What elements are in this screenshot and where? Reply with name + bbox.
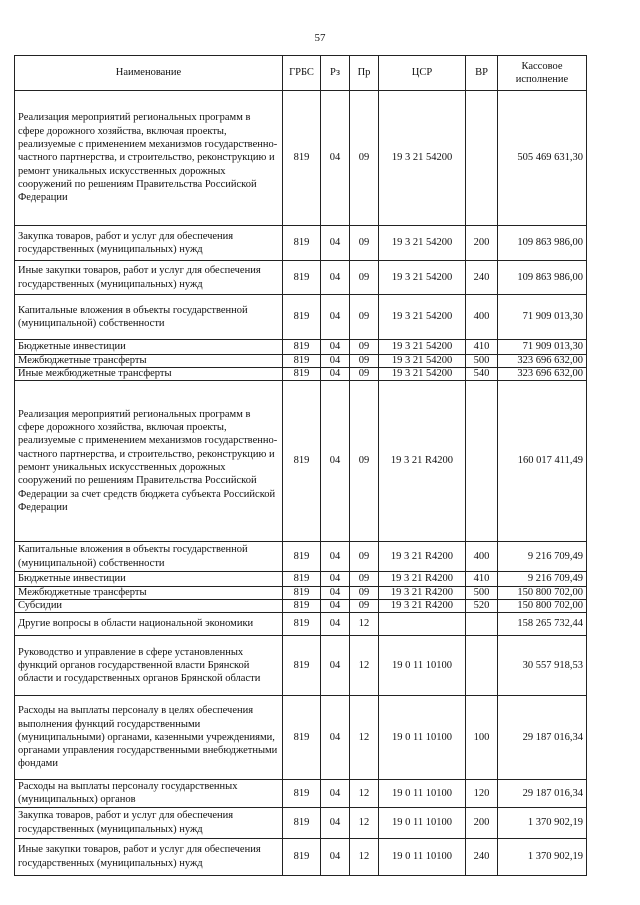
row-name: Бюджетные инвестиции <box>15 572 283 587</box>
row-rz: 04 <box>321 780 350 808</box>
row-amount: 30 557 918,53 <box>498 636 587 696</box>
row-rz: 04 <box>321 355 350 368</box>
row-grbs: 819 <box>283 807 321 838</box>
table-row <box>15 381 587 542</box>
row-rz: 04 <box>321 636 350 696</box>
row-vr: 400 <box>466 542 498 572</box>
row-vr <box>466 91 498 226</box>
row-vr: 520 <box>466 600 498 613</box>
row-name: Межбюджетные трансферты <box>15 355 283 368</box>
header-row <box>15 56 587 91</box>
row-csr: 19 3 21 R4200 <box>379 381 466 542</box>
row-rz: 04 <box>321 807 350 838</box>
row-grbs: 819 <box>283 696 321 780</box>
budget-table <box>14 55 587 876</box>
table-row <box>15 807 587 838</box>
row-pr: 09 <box>350 226 379 261</box>
row-vr <box>466 381 498 542</box>
header-name: Наименование <box>15 56 283 91</box>
table-row <box>15 355 587 368</box>
row-csr <box>379 613 466 636</box>
row-vr <box>466 636 498 696</box>
row-amount: 9 216 709,49 <box>498 542 587 572</box>
row-name: Закупка товаров, работ и услуг для обеспечения государственных (муниципальных) нужд <box>15 226 283 261</box>
row-pr: 12 <box>350 807 379 838</box>
row-grbs: 819 <box>283 261 321 295</box>
table-row <box>15 838 587 875</box>
table-row <box>15 572 587 587</box>
row-pr: 09 <box>350 600 379 613</box>
row-name: Капитальные вложения в объекты государственной (муниципальной) собственности <box>15 295 283 340</box>
row-vr: 540 <box>466 368 498 381</box>
row-pr: 09 <box>350 295 379 340</box>
row-rz: 04 <box>321 600 350 613</box>
page-number: 57 <box>314 32 326 44</box>
row-amount: 1 370 902,19 <box>498 807 587 838</box>
row-csr: 19 0 11 10100 <box>379 636 466 696</box>
row-name: Реализация мероприятий региональных программ в сфере дорожного хозяйства, включая проекты, реализуемые с применением механизмов государственно-частного партнерства, и строительство, реконструкцию и ремонт уникальных искусственных дорожных сооружений по решениям Правительства Российской Федерации <box>15 91 283 226</box>
table-row <box>15 340 587 355</box>
header-rz: Рз <box>321 56 350 91</box>
row-csr: 19 0 11 10100 <box>379 780 466 808</box>
row-rz: 04 <box>321 91 350 226</box>
header-grbs: ГРБС <box>283 56 321 91</box>
row-vr: 410 <box>466 572 498 587</box>
row-amount: 158 265 732,44 <box>498 613 587 636</box>
row-name: Расходы на выплаты персоналу государственных (муниципальных) органов <box>15 780 283 808</box>
row-rz: 04 <box>321 368 350 381</box>
row-vr: 500 <box>466 355 498 368</box>
row-vr: 240 <box>466 261 498 295</box>
row-grbs: 819 <box>283 600 321 613</box>
row-vr: 500 <box>466 587 498 600</box>
row-pr: 09 <box>350 542 379 572</box>
row-name: Субсидии <box>15 600 283 613</box>
row-pr: 12 <box>350 838 379 875</box>
row-amount: 29 187 016,34 <box>498 780 587 808</box>
row-csr: 19 3 21 R4200 <box>379 542 466 572</box>
table-row <box>15 261 587 295</box>
row-csr: 19 0 11 10100 <box>379 696 466 780</box>
row-grbs: 819 <box>283 587 321 600</box>
row-vr: 200 <box>466 226 498 261</box>
row-rz: 04 <box>321 226 350 261</box>
row-grbs: 819 <box>283 295 321 340</box>
row-grbs: 819 <box>283 355 321 368</box>
table-row <box>15 295 587 340</box>
row-rz: 04 <box>321 295 350 340</box>
row-vr: 120 <box>466 780 498 808</box>
table-row <box>15 587 587 600</box>
row-name: Другие вопросы в области национальной экономики <box>15 613 283 636</box>
row-vr: 400 <box>466 295 498 340</box>
row-name: Реализация мероприятий региональных программ в сфере дорожного хозяйства, включая проекты, реализуемые с применением механизмов государственно-частного партнерства, и строительство, реконструкцию и ремонт уникальных искусственных дорожных сооружений по решениям Правительства Российской Федерации за счет средств бюджета субъекта Российской Федерации <box>15 381 283 542</box>
table-row <box>15 780 587 808</box>
row-name: Закупка товаров, работ и услуг для обеспечения государственных (муниципальных) нужд <box>15 807 283 838</box>
row-name: Бюджетные инвестиции <box>15 340 283 355</box>
row-amount: 29 187 016,34 <box>498 696 587 780</box>
row-amount: 323 696 632,00 <box>498 355 587 368</box>
row-amount: 71 909 013,30 <box>498 340 587 355</box>
row-name: Капитальные вложения в объекты государственной (муниципальной) собственности <box>15 542 283 572</box>
row-amount: 9 216 709,49 <box>498 572 587 587</box>
row-pr: 12 <box>350 613 379 636</box>
row-pr: 09 <box>350 381 379 542</box>
row-name: Иные закупки товаров, работ и услуг для обеспечения государственных (муниципальных) нужд <box>15 838 283 875</box>
row-vr: 410 <box>466 340 498 355</box>
row-rz: 04 <box>321 542 350 572</box>
row-csr: 19 3 21 R4200 <box>379 587 466 600</box>
row-grbs: 819 <box>283 838 321 875</box>
row-amount: 323 696 632,00 <box>498 368 587 381</box>
row-grbs: 819 <box>283 368 321 381</box>
row-csr: 19 3 21 54200 <box>379 368 466 381</box>
table-row <box>15 613 587 636</box>
row-pr: 12 <box>350 696 379 780</box>
row-vr: 100 <box>466 696 498 780</box>
row-grbs: 819 <box>283 613 321 636</box>
row-csr: 19 3 21 54200 <box>379 355 466 368</box>
row-csr: 19 3 21 54200 <box>379 91 466 226</box>
table-row <box>15 696 587 780</box>
row-amount: 1 370 902,19 <box>498 838 587 875</box>
row-amount: 505 469 631,30 <box>498 91 587 226</box>
row-amount: 150 800 702,00 <box>498 600 587 613</box>
row-rz: 04 <box>321 572 350 587</box>
row-pr: 09 <box>350 355 379 368</box>
row-name: Межбюджетные трансферты <box>15 587 283 600</box>
row-rz: 04 <box>321 587 350 600</box>
row-grbs: 819 <box>283 226 321 261</box>
row-amount: 71 909 013,30 <box>498 295 587 340</box>
row-rz: 04 <box>321 261 350 295</box>
row-grbs: 819 <box>283 381 321 542</box>
row-vr <box>466 613 498 636</box>
row-pr: 12 <box>350 780 379 808</box>
header-vr: ВР <box>466 56 498 91</box>
table-row <box>15 636 587 696</box>
table-row <box>15 600 587 613</box>
row-csr: 19 0 11 10100 <box>379 807 466 838</box>
row-csr: 19 3 21 R4200 <box>379 600 466 613</box>
row-pr: 12 <box>350 636 379 696</box>
table-row <box>15 226 587 261</box>
row-pr: 09 <box>350 587 379 600</box>
row-rz: 04 <box>321 381 350 542</box>
row-amount: 160 017 411,49 <box>498 381 587 542</box>
row-rz: 04 <box>321 838 350 875</box>
header-amount: Кассовое исполнение <box>498 56 587 91</box>
row-csr: 19 3 21 R4200 <box>379 572 466 587</box>
row-name: Руководство и управление в сфере установленных функций органов государственной власти Брянской области и государственных органов Брянской области <box>15 636 283 696</box>
row-pr: 09 <box>350 91 379 226</box>
row-amount: 109 863 986,00 <box>498 261 587 295</box>
header-pr: Пр <box>350 56 379 91</box>
row-name: Иные закупки товаров, работ и услуг для обеспечения государственных (муниципальных) нужд <box>15 261 283 295</box>
row-pr: 09 <box>350 572 379 587</box>
row-rz: 04 <box>321 340 350 355</box>
row-rz: 04 <box>321 613 350 636</box>
row-grbs: 819 <box>283 572 321 587</box>
row-amount: 150 800 702,00 <box>498 587 587 600</box>
row-pr: 09 <box>350 261 379 295</box>
row-amount: 109 863 986,00 <box>498 226 587 261</box>
row-csr: 19 3 21 54200 <box>379 295 466 340</box>
row-rz: 04 <box>321 696 350 780</box>
row-grbs: 819 <box>283 91 321 226</box>
row-csr: 19 3 21 54200 <box>379 261 466 295</box>
row-csr: 19 3 21 54200 <box>379 340 466 355</box>
row-grbs: 819 <box>283 542 321 572</box>
row-csr: 19 3 21 54200 <box>379 226 466 261</box>
row-pr: 09 <box>350 368 379 381</box>
row-name: Иные межбюджетные трансферты <box>15 368 283 381</box>
table-row <box>15 368 587 381</box>
row-grbs: 819 <box>283 340 321 355</box>
row-name: Расходы на выплаты персоналу в целях обеспечения выполнения функций государственными (муниципальными) органами, казенными учреждениями, органами управления государственными внебюджетными фондами <box>15 696 283 780</box>
row-pr: 09 <box>350 340 379 355</box>
row-grbs: 819 <box>283 636 321 696</box>
table-row <box>15 542 587 572</box>
table-row <box>15 91 587 226</box>
row-vr: 200 <box>466 807 498 838</box>
header-csr: ЦСР <box>379 56 466 91</box>
row-grbs: 819 <box>283 780 321 808</box>
row-csr: 19 0 11 10100 <box>379 838 466 875</box>
row-vr: 240 <box>466 838 498 875</box>
